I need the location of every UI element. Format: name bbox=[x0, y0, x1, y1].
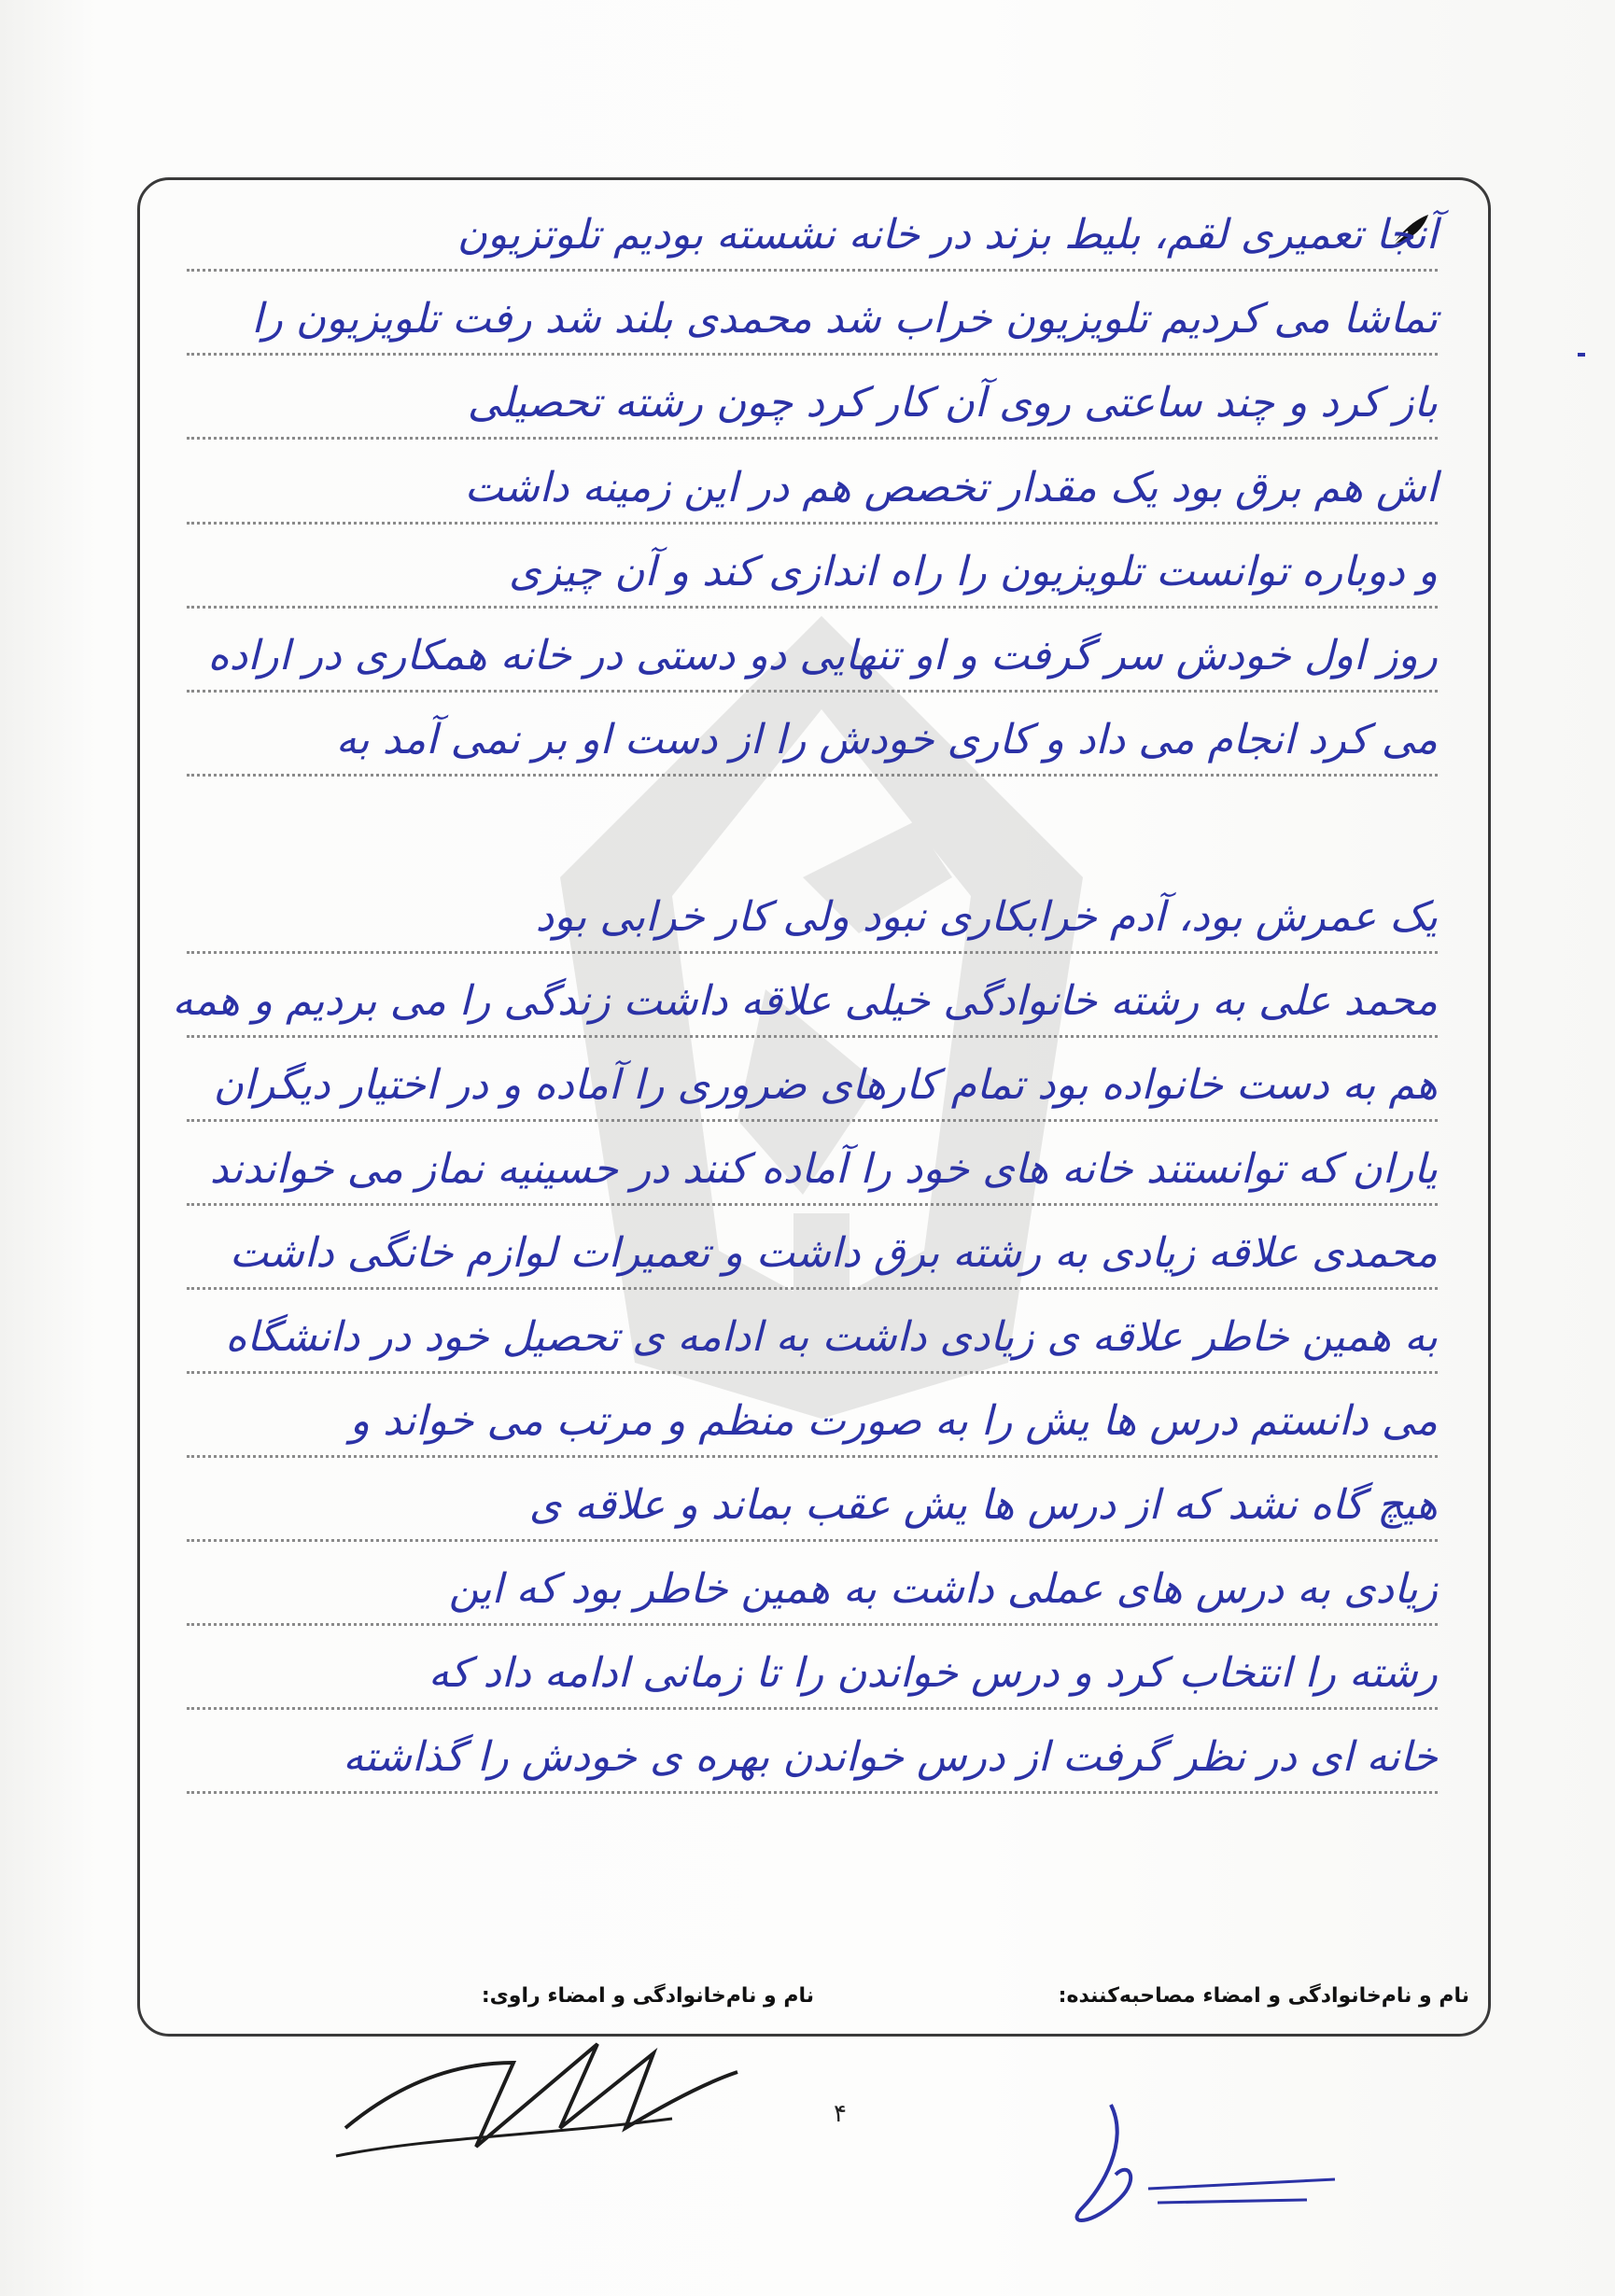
handwritten-line: به همین خاطر علاقه ی زیادی داشت به ادامه ی تحصیل خود در دانشگاه bbox=[225, 1313, 1438, 1361]
narrator-signature-label: نام و نام‌خانوادگی و امضاء راوی: bbox=[481, 1984, 814, 2008]
text-line bbox=[187, 1133, 1438, 1206]
text-line bbox=[187, 1049, 1438, 1122]
text-line bbox=[187, 881, 1438, 954]
text-line bbox=[187, 704, 1438, 777]
handwritten-line: باز کرد و چند ساعتی روی آن کار کرد چون رشته تحصیلی bbox=[467, 379, 1438, 427]
handwritten-line: می کرد انجام می داد و کاری خودش را از دست او بر نمی آمد به bbox=[335, 716, 1438, 763]
handwritten-line: رشته را انتخاب کرد و درس خواندن را تا زمانی ادامه داد که bbox=[428, 1649, 1438, 1697]
interviewer-signature bbox=[1027, 2086, 1363, 2235]
handwritten-line: یک عمرش بود، آدم خرابکاری نبود ولی کار خرابی بود bbox=[535, 893, 1438, 941]
handwritten-line: خانه ای در نظر گرفت از درس خواندن بهره ی خودش را گذاشته bbox=[343, 1733, 1438, 1781]
text-line bbox=[172, 965, 1438, 1038]
text-line bbox=[187, 1721, 1438, 1794]
interviewer-signature-label: نام و نام‌خانوادگی و امضاء مصاحبه‌کننده: bbox=[1058, 1984, 1469, 2008]
text-line bbox=[187, 367, 1438, 440]
text-line bbox=[187, 1637, 1438, 1710]
narrator-signature bbox=[317, 2025, 747, 2165]
handwritten-line: محمدی علاقه زیادی به رشته برق داشت و تعمیرات لوازم خانگی داشت bbox=[229, 1229, 1438, 1277]
text-line bbox=[187, 620, 1438, 693]
text-line bbox=[187, 1301, 1438, 1374]
handwritten-line: می دانستم درس ها یش را به صورت منظم و مرتب می خواند و bbox=[349, 1397, 1438, 1445]
text-line bbox=[187, 199, 1438, 272]
text-line bbox=[187, 1469, 1438, 1542]
handwritten-line: و دوباره توانست تلویزیون را راه اندازی کند و آن چیزی bbox=[509, 548, 1438, 595]
handwritten-line: هیچ گاه نشد که از درس ها یش عقب بماند و علاقه ی bbox=[528, 1481, 1438, 1529]
text-line bbox=[187, 1217, 1438, 1290]
handwritten-line: محمد علی به رشته خانوادگی خیلی علاقه داشت زندگی را می بردیم و همه bbox=[172, 977, 1438, 1025]
handwritten-line: اش هم برق بود یک مقدار تخصص هم در این زمینه داشت bbox=[464, 464, 1438, 511]
text-line bbox=[187, 452, 1438, 525]
handwritten-line: زیادی به درس های عملی داشت به همین خاطر بود که این bbox=[448, 1565, 1438, 1613]
handwritten-line: یاران که توانستند خانه های خود را آماده کنند در حسینیه نماز می خواندند bbox=[209, 1145, 1438, 1193]
handwritten-line: روز اول خودش سر گرفت و او تنهایی دو دستی در خانه همکاری در اراده bbox=[207, 632, 1438, 679]
text-line bbox=[187, 283, 1438, 356]
handwritten-line: تماشا می کردیم تلویزیون خراب شد محمدی بلند شد رفت تلویزیون را bbox=[251, 295, 1438, 343]
text-line bbox=[187, 536, 1438, 609]
handwritten-line: هم به دست خانواده بود تمام کارهای ضروری را آماده و در اختیار دیگران bbox=[213, 1061, 1438, 1109]
text-line bbox=[187, 1385, 1438, 1458]
handwritten-line: آنجا تعمیری لقم، بلیط بزند در خانه نشسته بودیم تلوتزیون bbox=[456, 211, 1438, 259]
page-number: ۴ bbox=[834, 2100, 847, 2128]
text-line bbox=[187, 1553, 1438, 1626]
